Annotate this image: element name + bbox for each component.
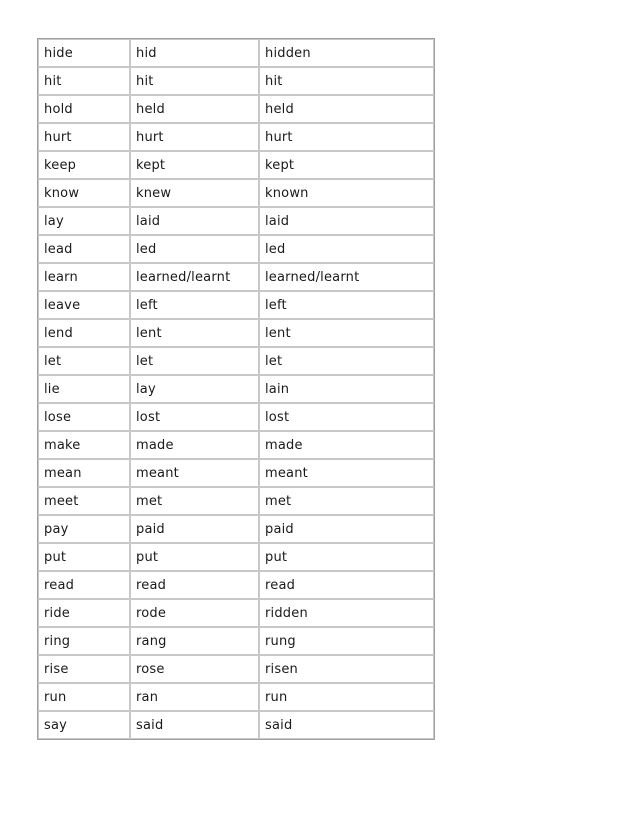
past-simple-cell: left <box>130 291 259 319</box>
past-participle-cell: made <box>259 431 434 459</box>
table-row <box>38 711 434 739</box>
past-participle-cell: kept <box>259 151 434 179</box>
past-simple-cell: rose <box>130 655 259 683</box>
past-participle-cell: said <box>259 711 434 739</box>
table-row <box>38 235 434 263</box>
past-simple-cell: made <box>130 431 259 459</box>
base-form-cell: lose <box>38 403 130 431</box>
base-form-cell: lay <box>38 207 130 235</box>
table-row <box>38 179 434 207</box>
base-form-cell: let <box>38 347 130 375</box>
past-participle-cell: run <box>259 683 434 711</box>
table-row <box>38 39 434 67</box>
table-row <box>38 151 434 179</box>
base-form-cell: make <box>38 431 130 459</box>
base-form-cell: put <box>38 543 130 571</box>
base-form-cell: lead <box>38 235 130 263</box>
past-simple-cell: paid <box>130 515 259 543</box>
past-participle-cell: ridden <box>259 599 434 627</box>
past-simple-cell: lay <box>130 375 259 403</box>
past-simple-cell: kept <box>130 151 259 179</box>
past-simple-cell: meant <box>130 459 259 487</box>
base-form-cell: run <box>38 683 130 711</box>
base-form-cell: rise <box>38 655 130 683</box>
table-row <box>38 655 434 683</box>
past-simple-cell: hurt <box>130 123 259 151</box>
past-simple-cell: read <box>130 571 259 599</box>
past-participle-cell: laid <box>259 207 434 235</box>
table-row <box>38 459 434 487</box>
past-participle-cell: led <box>259 235 434 263</box>
base-form-cell: ride <box>38 599 130 627</box>
past-simple-cell: led <box>130 235 259 263</box>
past-simple-cell: lost <box>130 403 259 431</box>
base-form-cell: hurt <box>38 123 130 151</box>
table-row <box>38 95 434 123</box>
past-participle-cell: held <box>259 95 434 123</box>
past-participle-cell: let <box>259 347 434 375</box>
base-form-cell: mean <box>38 459 130 487</box>
base-form-cell: pay <box>38 515 130 543</box>
table-row <box>38 347 434 375</box>
table-row <box>38 571 434 599</box>
past-participle-cell: learned/learnt <box>259 263 434 291</box>
table-row <box>38 375 434 403</box>
base-form-cell: leave <box>38 291 130 319</box>
base-form-cell: read <box>38 571 130 599</box>
past-simple-cell: knew <box>130 179 259 207</box>
table-row <box>38 319 434 347</box>
table-row <box>38 627 434 655</box>
past-simple-cell: put <box>130 543 259 571</box>
base-form-cell: learn <box>38 263 130 291</box>
table-row <box>38 543 434 571</box>
past-participle-cell: put <box>259 543 434 571</box>
past-participle-cell: lent <box>259 319 434 347</box>
base-form-cell: know <box>38 179 130 207</box>
past-simple-cell: learned/learnt <box>130 263 259 291</box>
past-simple-cell: said <box>130 711 259 739</box>
past-participle-cell: meant <box>259 459 434 487</box>
base-form-cell: lend <box>38 319 130 347</box>
past-simple-cell: held <box>130 95 259 123</box>
past-participle-cell: lain <box>259 375 434 403</box>
irregular-verbs-table <box>37 38 435 740</box>
table-row <box>38 515 434 543</box>
past-participle-cell: risen <box>259 655 434 683</box>
base-form-cell: say <box>38 711 130 739</box>
past-simple-cell: hit <box>130 67 259 95</box>
past-simple-cell: rode <box>130 599 259 627</box>
past-participle-cell: hurt <box>259 123 434 151</box>
base-form-cell: hit <box>38 67 130 95</box>
past-participle-cell: known <box>259 179 434 207</box>
past-participle-cell: read <box>259 571 434 599</box>
past-simple-cell: met <box>130 487 259 515</box>
table-row <box>38 207 434 235</box>
past-simple-cell: let <box>130 347 259 375</box>
past-participle-cell: hidden <box>259 39 434 67</box>
table-row <box>38 67 434 95</box>
past-simple-cell: ran <box>130 683 259 711</box>
table-row <box>38 263 434 291</box>
past-participle-cell: lost <box>259 403 434 431</box>
past-simple-cell: lent <box>130 319 259 347</box>
base-form-cell: keep <box>38 151 130 179</box>
table-row <box>38 123 434 151</box>
base-form-cell: meet <box>38 487 130 515</box>
table-row <box>38 599 434 627</box>
past-simple-cell: hid <box>130 39 259 67</box>
past-participle-cell: met <box>259 487 434 515</box>
past-participle-cell: rung <box>259 627 434 655</box>
base-form-cell: lie <box>38 375 130 403</box>
verb-table-body <box>38 39 434 739</box>
past-simple-cell: laid <box>130 207 259 235</box>
past-simple-cell: rang <box>130 627 259 655</box>
table-row <box>38 683 434 711</box>
table-row <box>38 431 434 459</box>
table-row <box>38 291 434 319</box>
base-form-cell: hold <box>38 95 130 123</box>
past-participle-cell: paid <box>259 515 434 543</box>
base-form-cell: ring <box>38 627 130 655</box>
table-row <box>38 487 434 515</box>
table-row <box>38 403 434 431</box>
past-participle-cell: left <box>259 291 434 319</box>
past-participle-cell: hit <box>259 67 434 95</box>
base-form-cell: hide <box>38 39 130 67</box>
